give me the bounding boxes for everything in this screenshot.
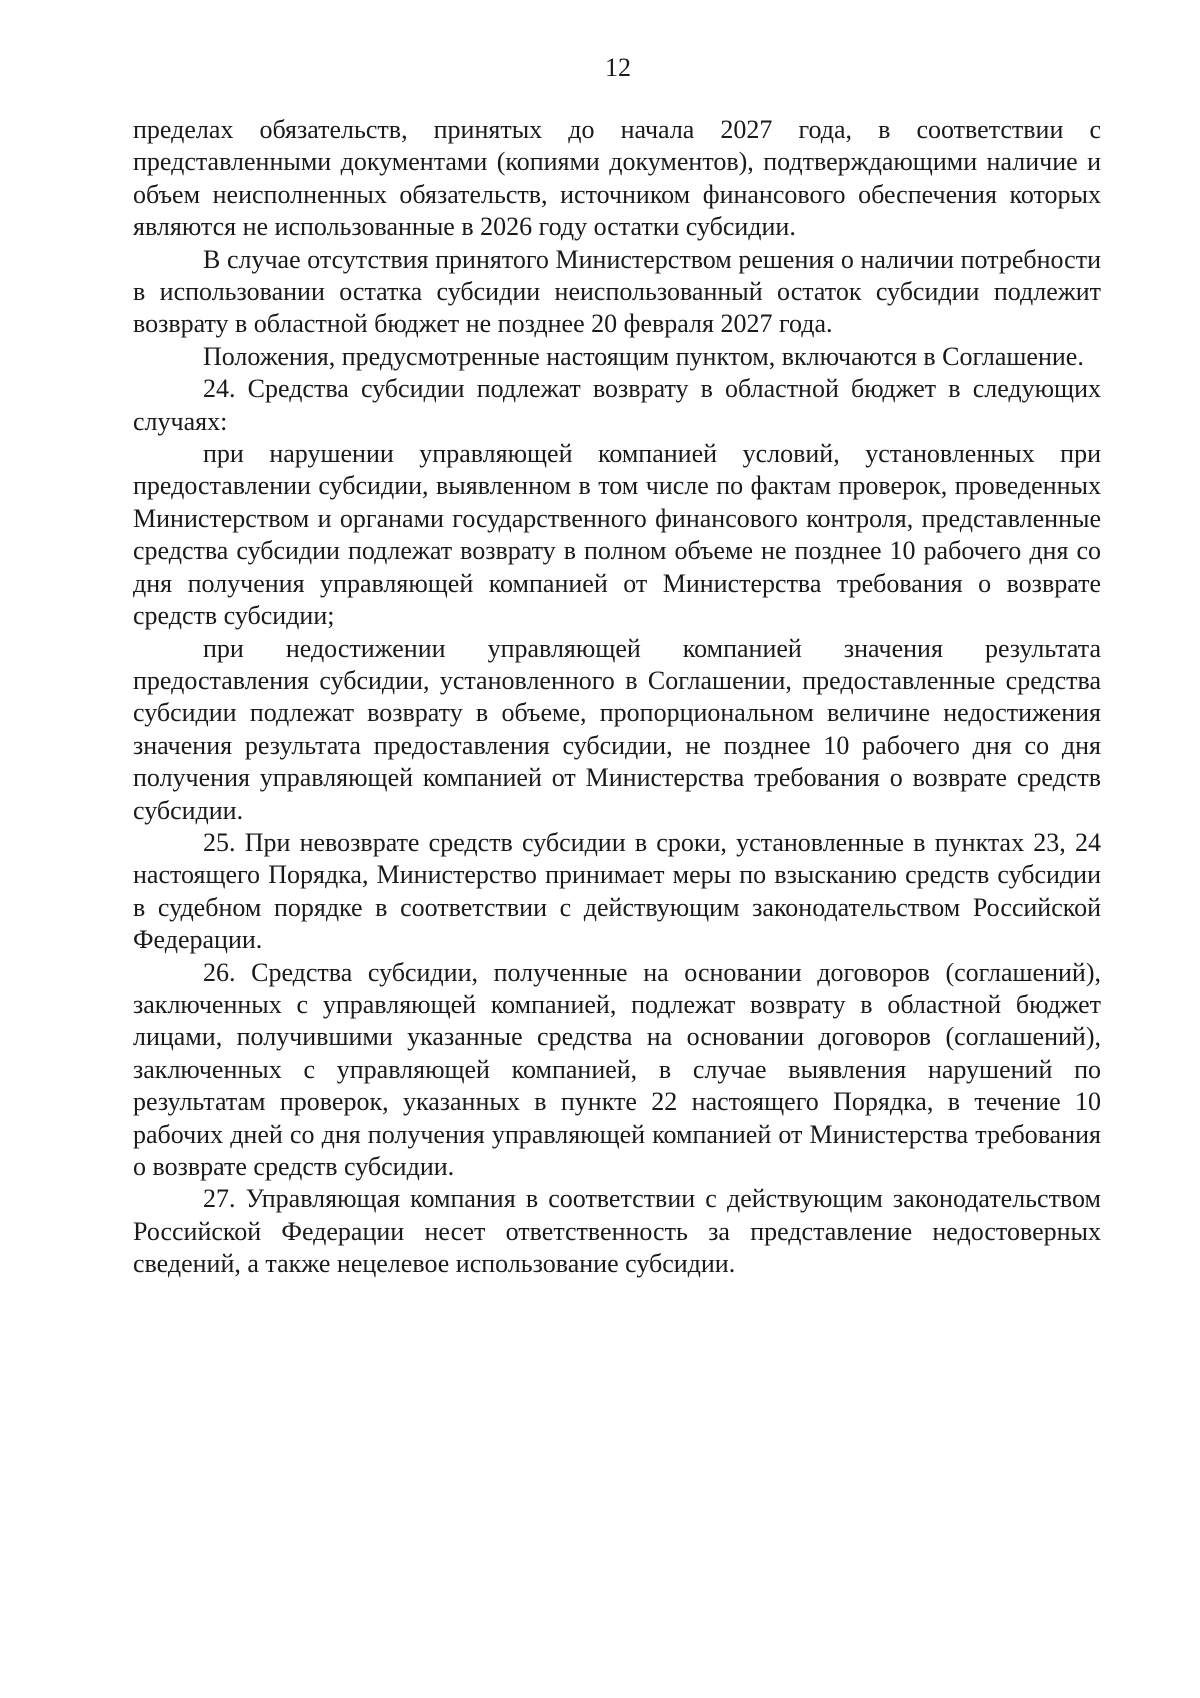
page-number: 12	[605, 53, 631, 82]
document-body	[133, 114, 1101, 1281]
paragraph-clause-27: 27. Управляющая компания в соответствии с действующим законодательством Российской Федерации несет ответственность за представление недостоверных сведений, а также нецелевое использование субсидии.	[133, 1184, 1101, 1279]
paragraph-clause-25: 25. При невозврате средств субсидии в сроки, установленные в пунктах 23, 24 настоящего Порядка, Министерство принимает меры по взысканию средств субсидии в судебном порядке в соответствии с действующим законодательством Российской Федерации.	[133, 827, 1101, 955]
paragraph-clause-24-nonachievement: при недостижении управляющей компанией значения результата предоставления субсидии, установленного в Соглашении, предоставленные средства субсидии подлежат возврату в объеме, пропорциональном величине недостижения значения результата предоставления субсидии, не позднее 10 рабочего дня со дня получения управляющей компанией от Министерства требования о возврате средств субсидии.	[133, 633, 1101, 825]
paragraph-remainder-return: В случае отсутствия принятого Министерством решения о наличии потребности в использовании остатка субсидии неиспользованный остаток субсидии подлежит возврату в областной бюджет не позднее 20 февраля 2027 года.	[133, 244, 1101, 339]
paragraph-agreement-provisions: Положения, предусмотренные настоящим пунктом, включаются в Соглашение.	[203, 341, 1084, 371]
paragraph-clause-26: 26. Средства субсидии, полученные на основании договоров (соглашений), заключенных с управляющей компанией, подлежат возврату в областной бюджет лицами, получившими указанные средства на основании договоров (соглашений), заключенных с управляющей компанией, в случае выявления нарушений по результатам проверок, указанных в пункте 22 настоящего Порядка, в течение 10 рабочих дней со дня получения управляющей компанией от Министерства требования о возврате средств субсидии.	[133, 957, 1101, 1181]
paragraph-clause-24-violation: при нарушении управляющей компанией условий, установленных при предоставлении субсидии, выявленном в том числе по фактам проверок, проведенных Министерством и органами государственного финансового контроля, представленные средства субсидии подлежат возврату в полном объеме не позднее 10 рабочего дня со дня получения управляющей компанией от Министерства требования о возврате средств субсидии;	[133, 439, 1101, 631]
paragraph-clause-24: 24. Средства субсидии подлежат возврату в областной бюджет в следующих случаях:	[133, 374, 1101, 436]
paragraph-continuation: пределах обязательств, принятых до начала 2027 года, в соответствии с представленными документами (копиями документов), подтверждающими наличие и объем неисполненных обязательств, источником финансового обеспечения которых являются не использованные в 2026 году остатки субсидии.	[133, 115, 1101, 242]
